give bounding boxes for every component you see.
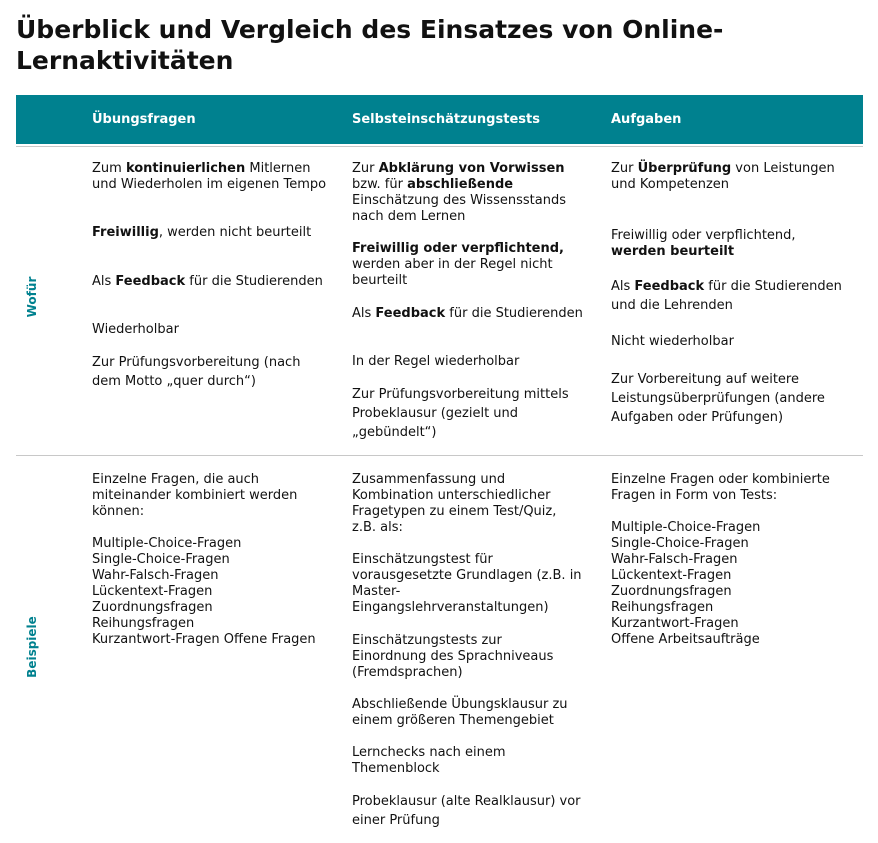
wofuer-repeatable-text: Wiederholbar	[92, 322, 179, 337]
beispiele-example-text: Einschätzungstests zur Einordnung des Sprachniveaus (Fremdsprachen)	[352, 633, 554, 680]
column-header-aufgaben: Aufgaben	[611, 112, 682, 127]
wofuer-voluntary-text: Freiwillig, werden nicht beurteilt	[92, 225, 312, 240]
beispiele-example-text: Einschätzungstest für vorausgesetzte Grundlagen (z.B. in Master- Eingangslehrveranstaltungen)	[352, 552, 582, 615]
column-header-uebungsfragen: Übungsfragen	[92, 112, 196, 127]
wofuer-exam-prep-text: Zur Prüfungsvorbereitung (nach dem Motto „quer durch“)	[92, 355, 301, 389]
wofuer-repeatable-text: Nicht wiederholbar	[611, 334, 734, 349]
wofuer-purpose-text: Zur Abklärung von Vorwissen bzw. für abschließende Einschätzung des Wissensstands nach dem Lernen	[352, 161, 566, 224]
wofuer-exam-prep-text: Zur Vorbereitung auf weitere Leistungsüberprüfungen (andere Aufgaben oder Prüfungen)	[611, 372, 825, 425]
wofuer-voluntary-text: Freiwillig oder verpflichtend, werden aber in der Regel nicht beurteilt	[352, 241, 564, 288]
wofuer-feedback-text: Als Feedback für die Studierenden	[92, 274, 323, 289]
header-divider	[16, 146, 863, 147]
beispiele-example-text: Abschließende Übungsklausur zu einem größeren Themengebiet	[352, 697, 568, 728]
wofuer-feedback-text: Als Feedback für die Studierenden und die Lehrenden	[611, 279, 842, 313]
wofuer-feedback-text: Als Feedback für die Studierenden	[352, 306, 583, 321]
row-divider	[16, 455, 863, 456]
beispiele-intro-text: Zusammenfassung und Kombination unterschiedlicher Fragetypen zu einem Test/Quiz, z.B. als:	[352, 472, 557, 535]
beispiele-example-text: Probeklausur (alte Realklausur) vor einer Prüfung	[352, 794, 581, 828]
page-title: Überblick und Vergleich des Einsatzes von Online-Lernaktivitäten	[16, 15, 724, 75]
wofuer-purpose-text: Zur Überprüfung von Leistungen und Kompetenzen	[611, 161, 835, 192]
beispiele-question-type-list: Multiple-Choice-Fragen Single-Choice-Fragen Wahr-Falsch-Fragen Lückentext-Fragen Zuordnungsfragen Reihungsfragen Kurzantwort-Fragen Offene Arbeitsaufträge	[611, 520, 761, 647]
wofuer-exam-prep-text: Zur Prüfungsvorbereitung mittels Probeklausur (gezielt und „gebündelt“)	[352, 387, 569, 440]
row-label-beispiele: Beispiele	[25, 616, 39, 678]
beispiele-question-type-list: Multiple-Choice-Fragen Single-Choice-Fragen Wahr-Falsch-Fragen Lückentext-Fragen Zuordnungsfragen Reihungsfragen Kurzantwort-Fragen Offene Fragen	[92, 536, 316, 647]
wofuer-purpose-text: Zum kontinuierlichen Mitlernen und Wiederholen im eigenen Tempo	[92, 161, 327, 192]
beispiele-example-text: Lernchecks nach einem Themenblock	[352, 745, 506, 776]
wofuer-voluntary-text: Freiwillig oder verpflichtend, werden beurteilt	[611, 228, 796, 259]
wofuer-repeatable-text: In der Regel wiederholbar	[352, 354, 520, 369]
beispiele-intro-text: Einzelne Fragen, die auch miteinander kombiniert werden können:	[92, 472, 298, 519]
row-label-wofuer: Wofür	[25, 276, 39, 318]
beispiele-intro-text: Einzelne Fragen oder kombinierte Fragen in Form von Tests:	[611, 472, 830, 503]
table-header	[16, 95, 863, 144]
column-header-selbsteinschaetzungstests: Selbsteinschätzungstests	[352, 112, 540, 127]
